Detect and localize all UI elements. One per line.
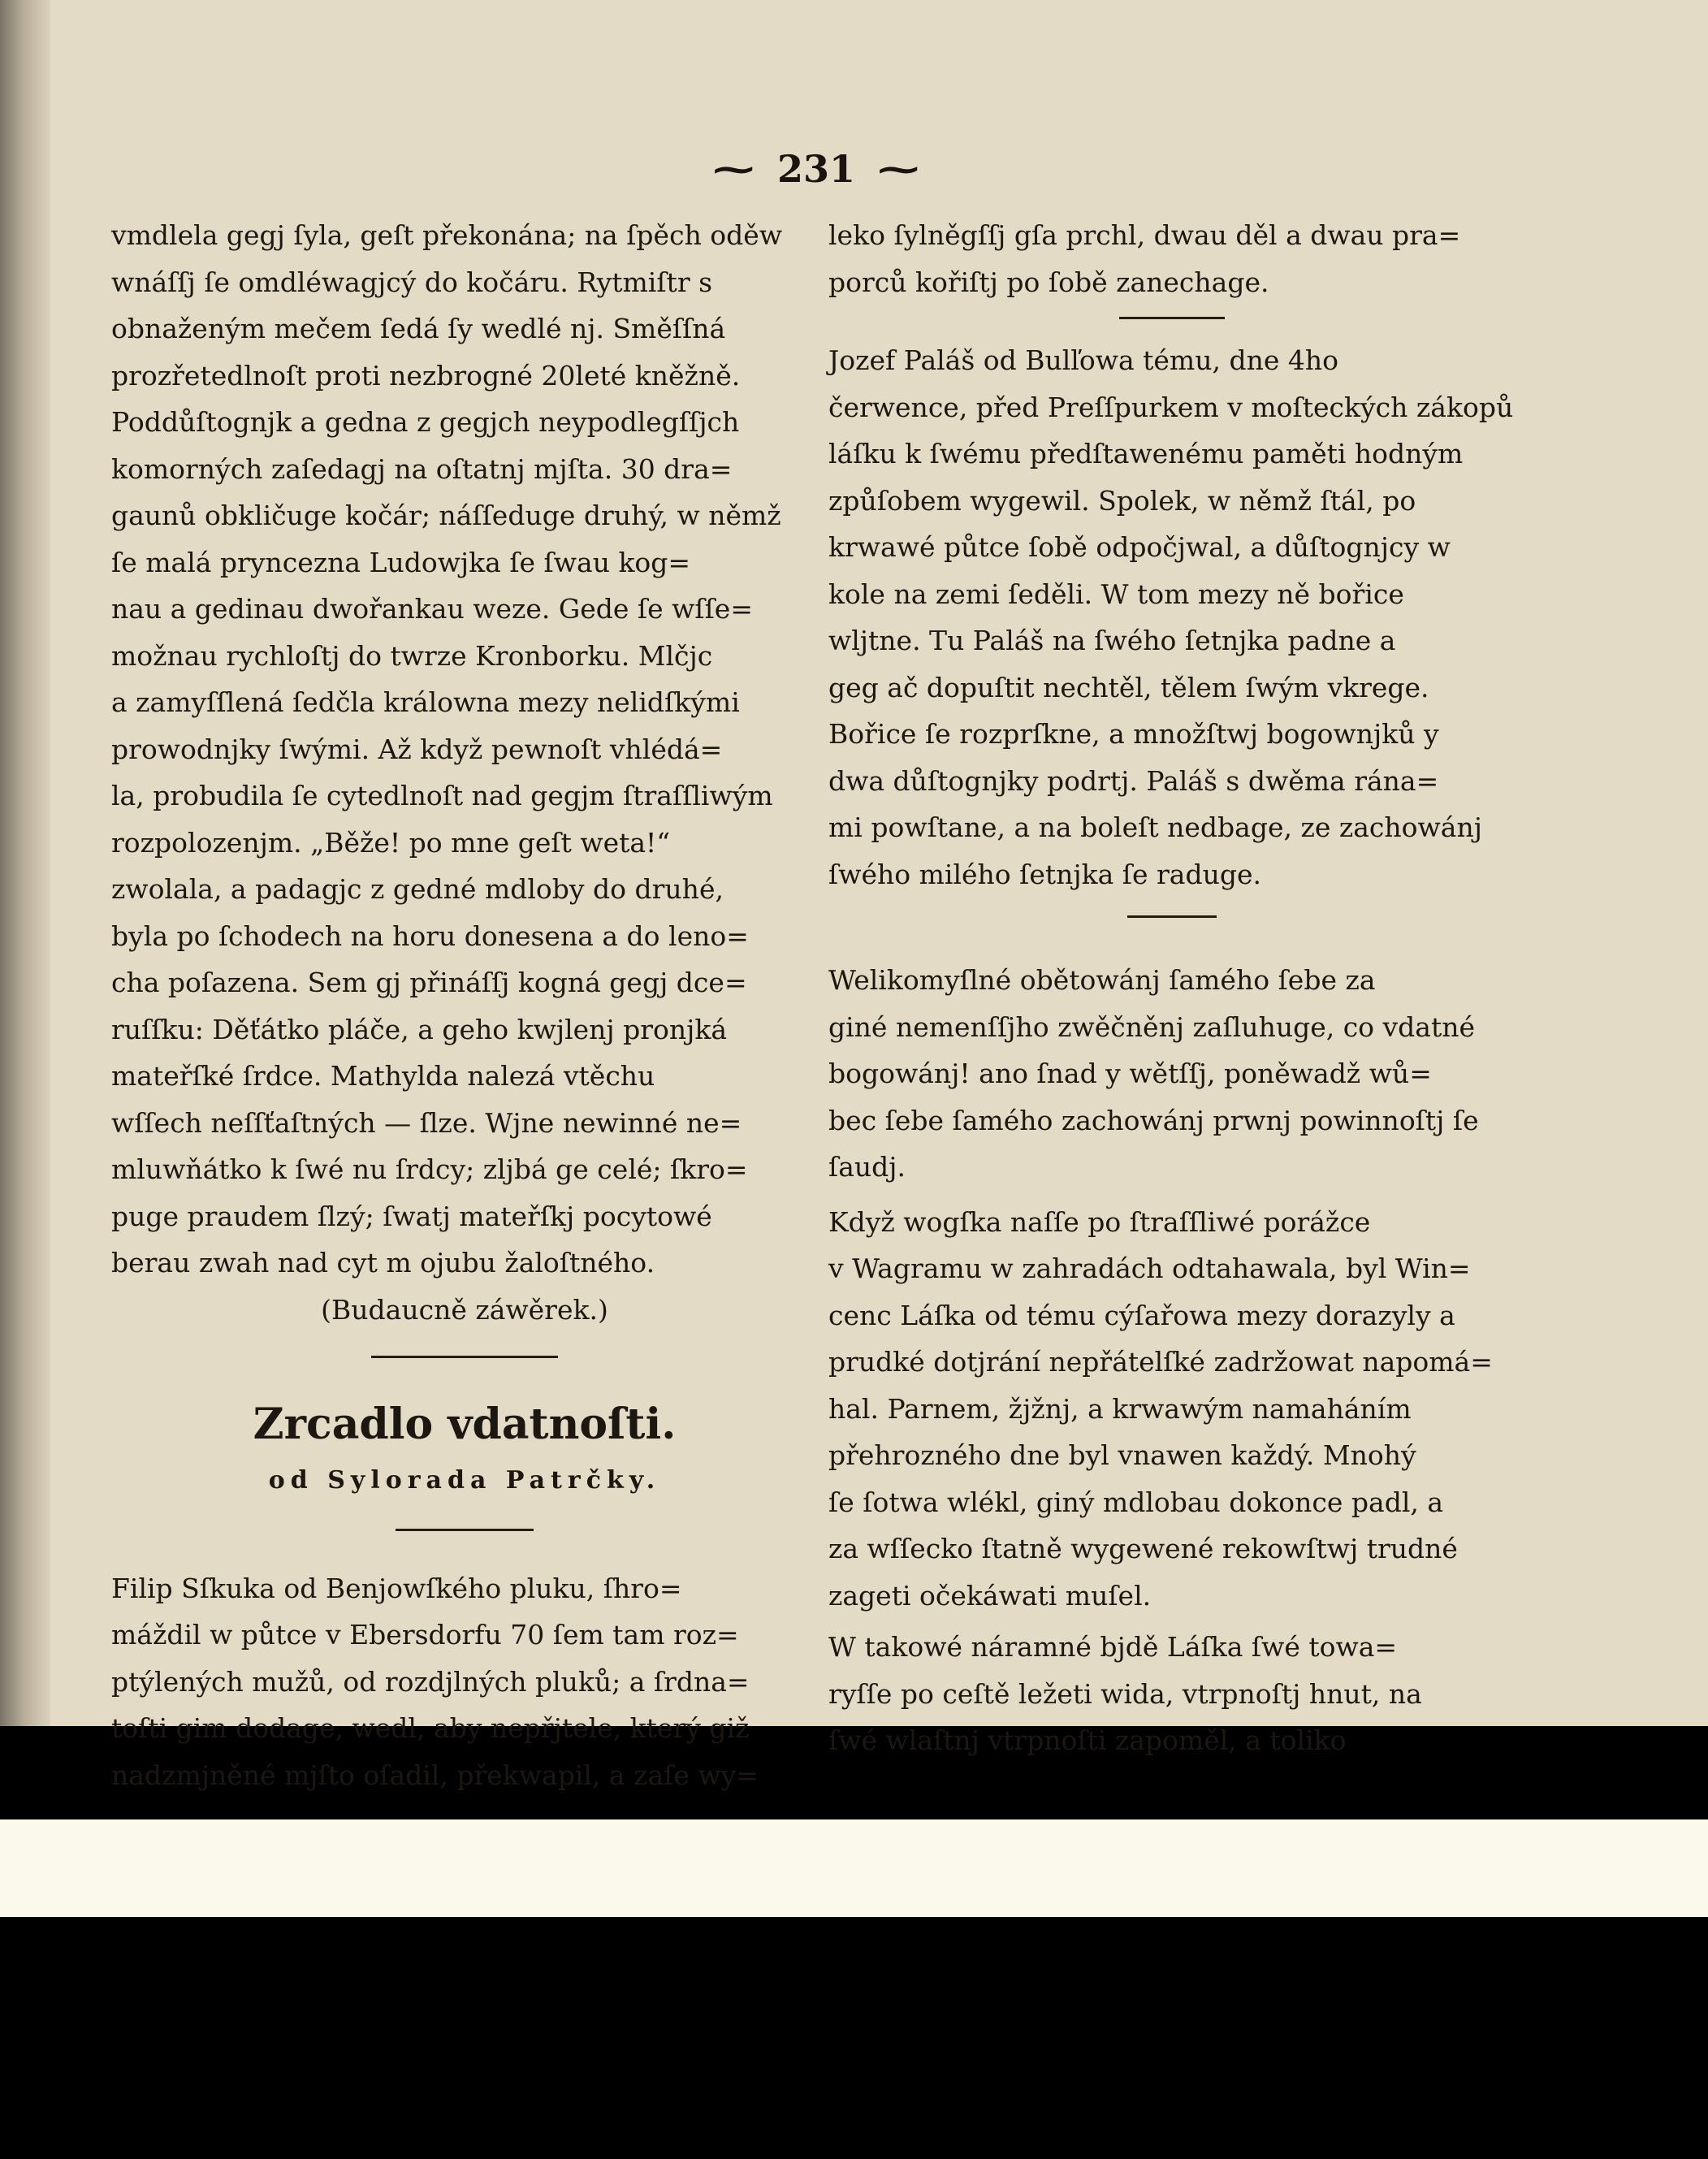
text-line: ſe malá pryncezna Ludowjka ſe ſwau kog=	[111, 546, 691, 578]
page-binding-shadow	[0, 0, 50, 1726]
text-line: mluwňátko k ſwé nu ſrdcy; zljbá ge celé; ſkro=	[111, 1153, 748, 1185]
text-line: hal. Parnem, žjžnj, a krwawým namaháním	[828, 1392, 1412, 1425]
text-line: toſti gim dodage, wedl, aby nepřjtele, který giž	[111, 1712, 750, 1744]
spacer	[111, 1358, 818, 1392]
text-line: ptýlených mužů, od rozdjlných pluků; a ſrdna=	[111, 1665, 750, 1698]
text-line: prowodnjky ſwými. Až když pewnoſt vhlédá=	[111, 733, 723, 765]
right-ornament-icon: ~	[873, 147, 924, 191]
text-line: la, probudila ſe cytedlnoſt nad gegjm ſtraſſliwým	[111, 780, 773, 811]
spacer	[111, 1531, 818, 1565]
text-line: Bořice ſe rozprſkne, a množſtwj bogownjků y	[828, 718, 1439, 750]
right-text-block-2	[828, 337, 1515, 898]
right-column	[828, 212, 1515, 1764]
text-line: mateřſké ſrdce. Mathylda nalezá vtěchu	[111, 1060, 655, 1092]
text-line: prozřetedlnoſt proti nezbrogné 20leté kněžně.	[111, 359, 741, 392]
text-line: dwa důſtognjky podrtj. Paláš s dwěma rána=	[828, 764, 1439, 797]
text-line: bec ſebe ſamého zachowánj prwnj powinnoſtj ſe	[828, 1104, 1479, 1136]
left-ornament-icon: ~	[708, 147, 759, 191]
text-line: nadzmjněné mjſto oſadil, překwapil, a zaſe wy=	[111, 1759, 759, 1791]
section-title: Zrcadlo vdatnoſti.	[253, 1400, 677, 1449]
text-line: W takowé náramné bjdě Láſka ſwé towa=	[828, 1631, 1398, 1663]
left-column	[111, 212, 818, 1798]
text-line: geg ač dopuſtit nechtěl, tělem ſwým vkrege.	[828, 671, 1429, 703]
text-line: obnaženým mečem ſedá ſy wedlé nj. Směſſná	[111, 313, 726, 344]
spacer	[828, 1191, 1515, 1199]
text-line: ryſſe po ceſtě ležeti wida, vtrpnoſtj hnut, na	[828, 1677, 1422, 1710]
text-line: Filip Sſkuka od Benjowſkého pluku, ſhro=	[111, 1572, 682, 1604]
text-line: wnáſſj ſe omdléwagjcý do kočáru. Rytmiſtr s	[111, 266, 713, 298]
text-line: zwolala, a padagjc z gedné mdloby do druhé,	[111, 873, 724, 905]
text-line: Poddůſtognjk a gedna z gegjch neypodlegſſjch	[111, 406, 740, 438]
text-line: prudké dotjrání nepřátelſké zadržowat napomá=	[828, 1346, 1493, 1378]
spacer	[828, 898, 1515, 915]
text-line: krwawé půtce ſobě odpočjwal, a důſtognjcy w	[828, 531, 1451, 563]
text-line: leko ſylněgſſj gſa prchl, dwau děl a dwau pra=	[828, 219, 1461, 251]
text-line: gaunů obkličuge kočár; náſſeduge druhý, w němž	[111, 500, 781, 531]
text-line: Jozef Paláš od Bulľowa tému, dne 4ho	[828, 344, 1338, 376]
spacer	[111, 1333, 818, 1356]
text-line: ſwého milého ſetnjka ſe raduge.	[828, 858, 1261, 890]
spacer	[828, 918, 1515, 957]
text-line: možnau rychloſtj do twrze Kronborku. Mlčjc	[111, 639, 713, 672]
text-line: bogowánj! ano ſnad y wětſſj, poněwadž wů=	[828, 1058, 1432, 1089]
right-text-block-5	[828, 1624, 1515, 1764]
text-line: giné nemenſſjho zwěčněnj zaſluhuge, co vdatné	[828, 1010, 1476, 1043]
spacer	[828, 305, 1515, 317]
text-line: wljtne. Tu Paláš na ſwého ſetnjka padne a	[828, 625, 1396, 656]
text-line: a zamyſſlená ſedčla králowna mezy nelidſkými	[111, 686, 740, 718]
right-text-block-3	[828, 957, 1515, 1191]
text-line: láſku k ſwému předſtawenému paměti hodným	[828, 438, 1464, 469]
text-line: komorných zaſedagj na oſtatnj mjſta. 30 dra=	[111, 452, 733, 485]
text-line: nau a gedinau dwořankau weze. Gede ſe wſſe=	[111, 593, 753, 625]
spacer	[828, 319, 1515, 337]
text-line: ſwé wlaſtnj vtrpnoſti zapoměl, a toliko	[828, 1724, 1347, 1756]
text-line: rozpolozenjm. „Běže! po mne geſt weta!“	[111, 826, 671, 859]
left-text-block	[111, 212, 818, 1287]
text-line: přehrozného dne byl vnawen každý. Mnohý	[828, 1439, 1416, 1471]
text-line: ſe ſotwa wlékl, giný mdlobau dokonce padl, a	[828, 1486, 1444, 1518]
text-line: kole na zemi ſeděli. W tom mezy ně bořice	[828, 578, 1404, 610]
page-number: 231	[776, 147, 856, 191]
text-line: puge praudem ſlzý; ſwatj mateřſkj pocytowé	[111, 1200, 712, 1232]
text-line: Welikomyſlné obětowánj ſamého ſebe za	[828, 964, 1376, 996]
closing-note: (Budaucně záwěrek.)	[321, 1293, 608, 1326]
text-line: cenc Láſka od tému cýſařowa mezy dorazyly a	[828, 1299, 1455, 1331]
text-line: berau zwah nad cyt m ojubu žaloſtného.	[111, 1247, 655, 1279]
section-author: od Sylorada Patrčky.	[268, 1466, 661, 1495]
right-text-block-1	[828, 212, 1515, 305]
text-line: mi powſtane, a na boleſt nedbage, ze zachowánj	[828, 811, 1482, 843]
text-line: vmdlela gegj ſyla, geſt překonána; na ſpěch oděw	[111, 219, 783, 251]
text-line: cha poſazena. Sem gj přináſſj kogná gegj dce=	[111, 967, 747, 998]
right-text-block-4	[828, 1199, 1515, 1620]
text-line: ruſſku: Děťátko pláče, a geho kwjlenj pronjká	[111, 1013, 728, 1045]
spacer	[111, 1504, 818, 1529]
text-line: za wſſecko ſtatně wygewené rekowſtwj trudné	[828, 1533, 1458, 1564]
text-line: způſobem wygewil. Spolek, w němž ſtál, po	[828, 484, 1416, 517]
text-line: wſſech neſſťaſtných — ſlze. Wjne newinné ne=	[111, 1106, 742, 1139]
scan-margin-stripe	[0, 1819, 1708, 1917]
text-line: Když wogſka naſſe po ſtraſſliwé porážce	[828, 1205, 1371, 1238]
text-line: porců kořiſtj po ſobě zanechage.	[828, 266, 1269, 298]
text-line: zageti očekáwati muſel.	[828, 1579, 1152, 1612]
page-header	[674, 145, 958, 193]
text-line: ſaudj.	[828, 1151, 906, 1183]
left-text-block-2	[111, 1565, 818, 1799]
text-line: byla po ſchodech na horu donesena a do leno=	[111, 919, 749, 952]
text-line: máždil w půtce v Ebersdorfu 70 ſem tam roz=	[111, 1619, 739, 1651]
text-line: čerwence, před Preſſpurkem v moſteckých zákopů	[828, 391, 1514, 423]
text-line: v Wagramu w zahradách odtahawala, byl Win=	[828, 1253, 1471, 1284]
